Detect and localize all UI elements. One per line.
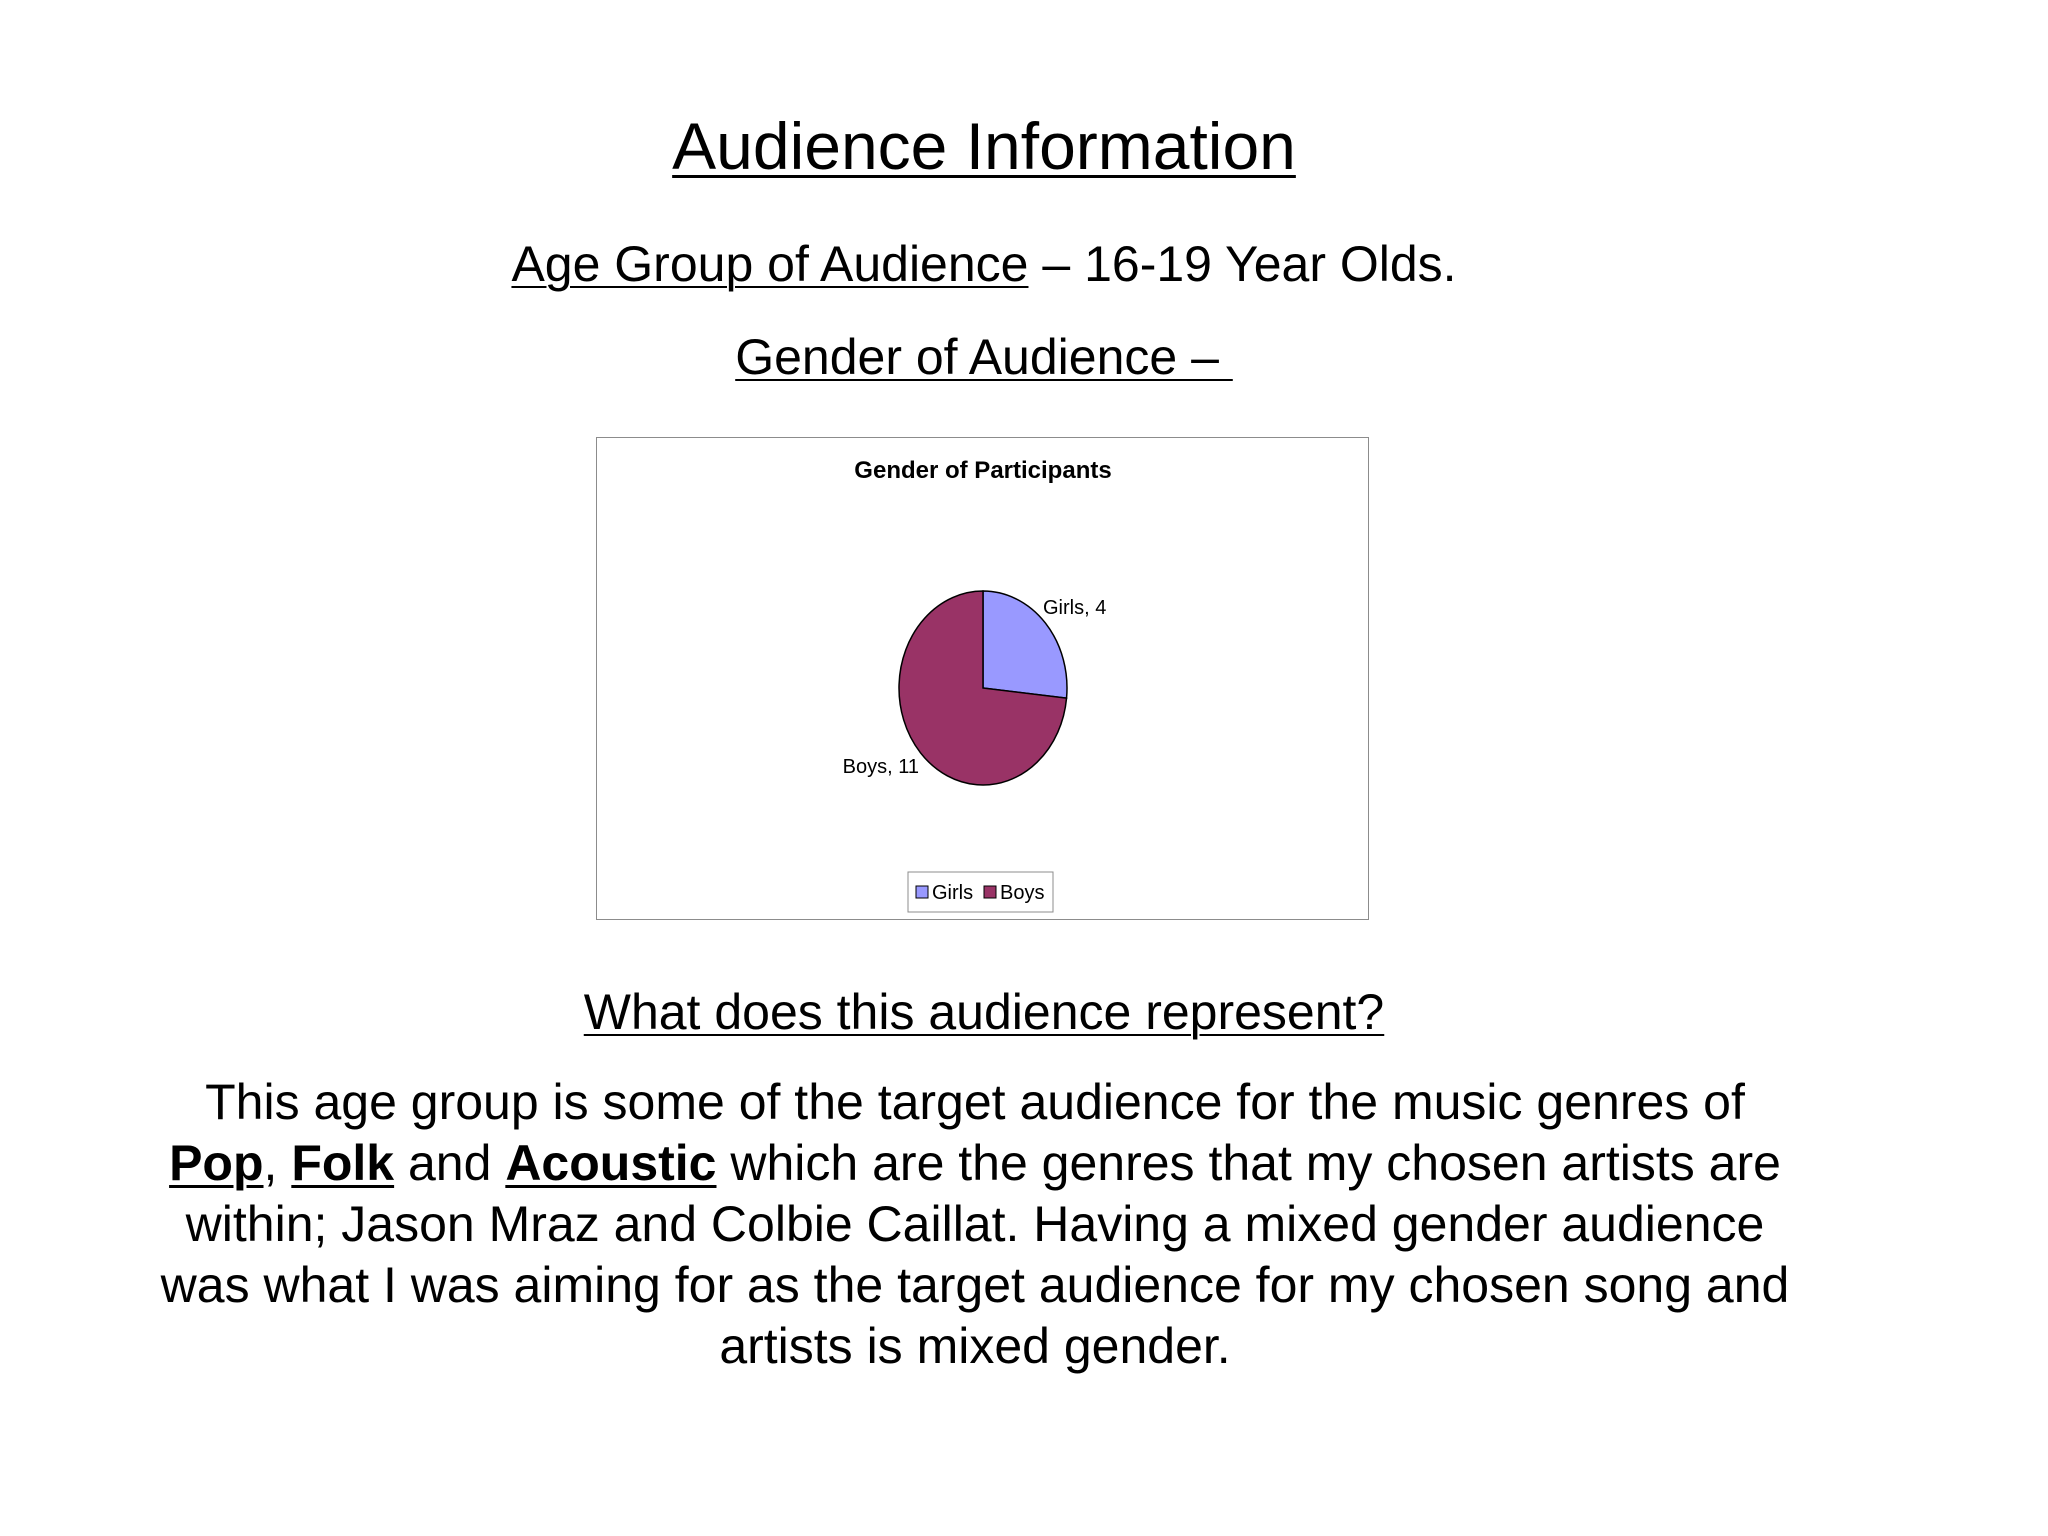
paragraph-text-2: which are the genres that my chosen artists are within; Jason Mraz and Colbie Caillat. Having a mixed gender audience was what I was aiming for as the target audience for my chosen song and artists is mixed gender.: [160, 1135, 1790, 1374]
page-title: [0, 106, 1968, 186]
genre-acoustic: Acoustic: [505, 1135, 717, 1191]
chart-legend: [908, 872, 1053, 912]
paragraph-text-1: This age group is some of the target audience for the music genres of: [205, 1074, 1745, 1130]
data-label-girls: Girls, 4: [1043, 597, 1107, 619]
question-text: What does this audience represent?: [583, 984, 1385, 1040]
pie-slices: [899, 591, 1067, 785]
gender-line: [0, 327, 1968, 387]
body-paragraph: [150, 1072, 1800, 1377]
age-group-value: – 16-19 Year Olds.: [1028, 236, 1457, 292]
chart-canvas: [597, 438, 1370, 921]
gender-label: Gender of Audience –: [735, 329, 1233, 385]
data-label-boys: Boys, 11: [842, 756, 919, 778]
age-group-line: [0, 234, 1968, 294]
legend-swatch-girls: [916, 886, 928, 898]
page-title-text: Audience Information: [672, 109, 1296, 183]
legend-swatch-boys: [984, 886, 996, 898]
gender-pie-chart: [596, 437, 1369, 920]
legend-label-girls: Girls: [932, 882, 974, 904]
legend-label-boys: Boys: [1000, 882, 1045, 904]
paragraph-separator-1: ,: [263, 1135, 292, 1191]
paragraph-separator-2: and: [394, 1135, 506, 1191]
genre-pop: Pop: [169, 1135, 264, 1191]
chart-title: Gender of Participants: [854, 457, 1112, 484]
genre-folk: Folk: [291, 1135, 395, 1191]
question-heading: [0, 982, 1968, 1042]
age-group-label: Age Group of Audience: [511, 236, 1029, 292]
